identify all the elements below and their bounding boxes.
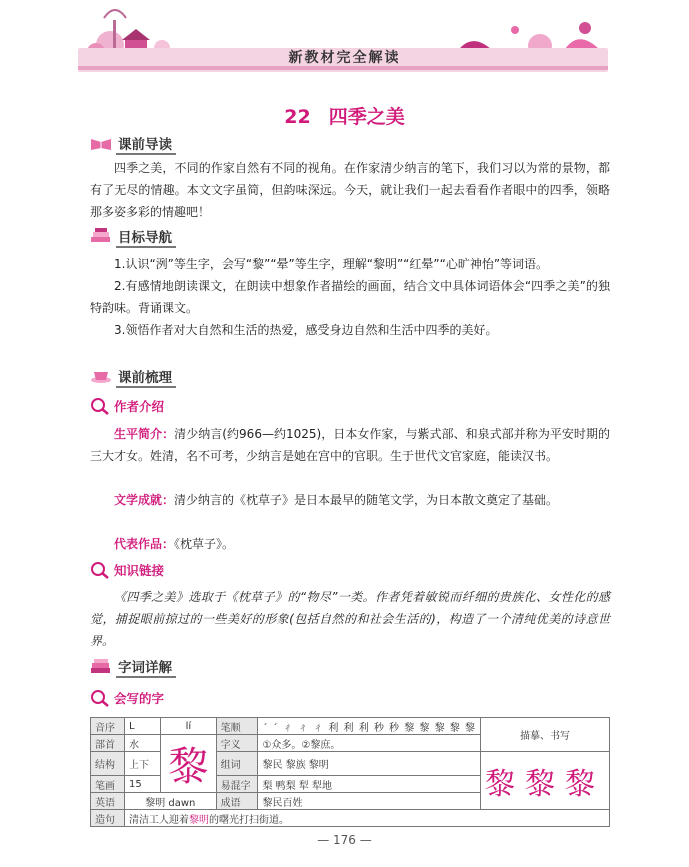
value-words: 黎民 黎族 黎明: [258, 752, 481, 776]
works-text: 《枕草子》。: [174, 537, 235, 551]
teacup-icon: [90, 368, 112, 384]
write-heading: [90, 689, 164, 707]
header-title: 新教材完全解读: [288, 50, 401, 66]
value-radical: 水: [125, 735, 161, 752]
author-achievement: [90, 489, 610, 511]
author-life: [90, 423, 610, 467]
goals-list: [90, 253, 610, 341]
section-title: 课前导读: [118, 137, 172, 153]
label-meaning: 字义: [216, 735, 258, 752]
label-pinyin: 音序: [91, 718, 125, 735]
lesson-number: 22: [284, 106, 311, 128]
value-sentence: [125, 810, 610, 827]
subsection-title: 知识链接: [114, 563, 165, 578]
label-words: 组词: [216, 752, 258, 776]
author-heading: [90, 397, 164, 415]
character-table: [90, 717, 610, 827]
label-stroke-order: 笔顺: [216, 718, 258, 735]
life-label: 生平简介：: [114, 427, 175, 441]
magnifier-icon: [90, 689, 110, 707]
value-pinyin-full: lí: [161, 718, 216, 735]
label-idiom: 成语: [216, 793, 258, 810]
author-works: [90, 533, 610, 555]
value-meaning: ①众多。②黎庶。: [258, 735, 481, 752]
label-trace: 描摹、书写: [480, 718, 609, 752]
lesson-title: 四季之美: [328, 106, 405, 128]
subsection-title: 作者介绍: [114, 399, 165, 414]
subsection-title: 会写的字: [114, 691, 165, 706]
page-title: [0, 102, 689, 129]
label-confusable: 易混字: [216, 776, 258, 793]
section-words: [90, 656, 172, 676]
trace-characters: 黎黎黎: [480, 752, 609, 810]
magnifier-icon: [90, 397, 110, 415]
books-icon: [90, 228, 112, 244]
label-english: 英语: [91, 793, 125, 810]
label-structure: 结构: [91, 752, 125, 776]
stacked-books-icon: [90, 658, 112, 674]
value-stroke-order: ˊ ˊ ㄔ ㄔ ㄔ 利 利 利 秒 秒 黎 黎 黎 黎 黎: [258, 718, 481, 735]
label-sentence: 造句: [91, 810, 125, 827]
label-radical: 部首: [91, 735, 125, 752]
life-text: 清少纳言(约966—约1025)，日本女作家，与紫式部、和泉式部并称为平安时期的三大才女。姓清，名不可考，少纳言是她在宫中的官职。生于世代文官家庭，能读汉书。: [90, 427, 610, 463]
knowledge-heading: [90, 561, 164, 579]
value-structure: 上下: [125, 752, 161, 776]
section-pre-reading: [90, 133, 172, 153]
page-number: — 176 —: [317, 833, 372, 847]
sentence-part: 清洁工人迎着: [129, 814, 189, 826]
goal-item: 2.有感情地朗读课文，在朗读中想象作者描绘的画面，结合文中具体词语体会“四季之美”的独特韵味。背诵课文。: [90, 279, 610, 315]
section-goals: [90, 226, 172, 246]
value-confusable: 梨 鸭梨 犁 犁地: [258, 776, 481, 793]
goal-item: 3.领悟作者对大自然和生活的热爱，感受身边自然和生活中四季的美好。: [114, 323, 498, 337]
value-strokes: 15: [125, 776, 161, 793]
section-title: 目标导航: [118, 230, 172, 246]
section-title: 字词详解: [118, 660, 172, 676]
value-idiom: 黎民百姓: [258, 793, 481, 810]
big-character: 黎: [161, 735, 216, 793]
section-review: [90, 366, 172, 386]
value-pinyin: L: [125, 718, 161, 735]
value-english: 黎明 dawn: [125, 793, 217, 810]
pre-reading-text: 四季之美，不同的作家自然有不同的视角。在作家清少纳言的笔下，我们习以为常的景物，都有了无尽的情趣。本文文字虽简，但韵味深远。今天，就让我们一起去看看作者眼中的四季，领略那多姿多彩的情趣吧！: [90, 161, 610, 219]
achievement-label: 文学成就：: [114, 493, 175, 507]
sentence-part: 的曙光打扫街道。: [209, 814, 289, 826]
achievement-text: 清少纳言的《枕草子》是日本最早的随笔文学，为日本散文奠定了基础。: [174, 493, 559, 507]
works-label: 代表作品：: [114, 537, 175, 551]
label-strokes: 笔画: [91, 776, 125, 793]
book-icon: [90, 135, 112, 151]
magnifier-icon: [90, 561, 110, 579]
goal-item: 1.认识“洌”等生字，会写“黎”“晕”等生字，理解“黎明”“红晕”“心旷神怡”等词语。: [114, 257, 549, 271]
section-title: 课前梳理: [118, 370, 172, 386]
knowledge-text: 《四季之美》选取于《枕草子》的“物尽”一类。作者凭着敏锐而纤细的贵族化、女性化的感觉，捕捉眼前掠过的一些美好的形象(包括自然的和社会生活的)，构造了一个清纯优美的诗意世界。: [90, 590, 610, 648]
sentence-highlight: 黎明: [189, 814, 209, 826]
